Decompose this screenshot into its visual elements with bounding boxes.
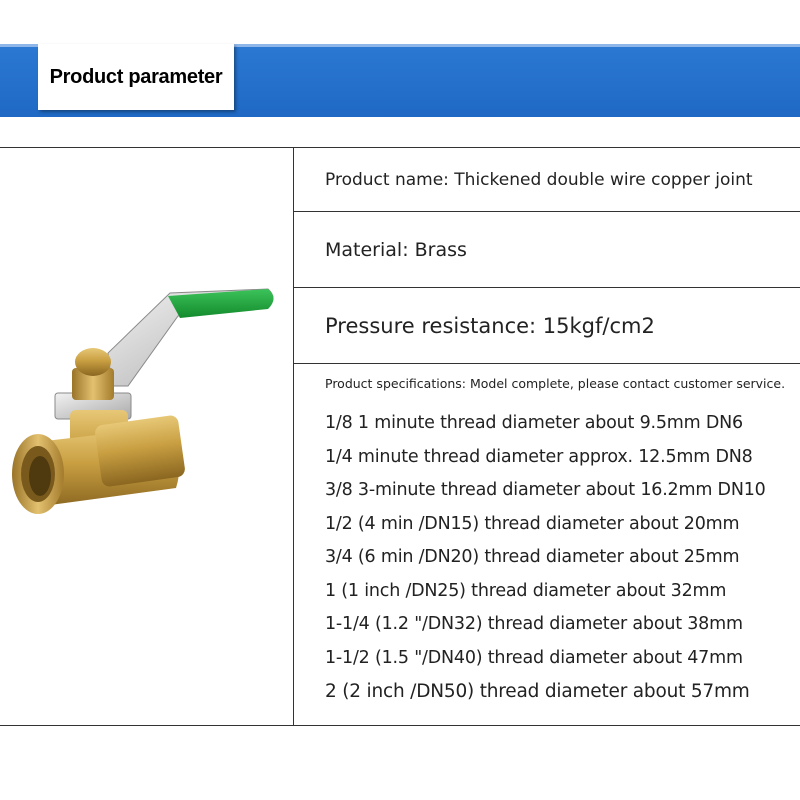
material: Material: Brass [325,238,467,261]
spec-item: 1/4 minute thread diameter approx. 12.5mm DN8 [325,446,753,467]
spec-item: 1-1/4 (1.2 "/DN32) thread diameter about 38mm [325,614,743,634]
ball-valve-image [0,148,293,725]
specifications [325,376,795,709]
spec-item: 1/8 1 minute thread diameter about 9.5mm DN6 [325,413,743,433]
material-row [294,212,800,288]
specs-heading: Product specifications: Model complete, please contact customer service. [325,376,786,391]
spec-item: 1/2 (4 min /DN15) thread diameter about 20mm [325,513,740,534]
product-name-row [294,148,800,212]
product-name: Product name: Thickened double wire copper joint [325,169,753,190]
section-title: Product parameter [38,44,234,110]
spec-item: 3/4 (6 min /DN20) thread diameter about 25mm [325,547,740,567]
pressure-resistance: Pressure resistance: 15kgf/cm2 [325,313,655,338]
spec-item: 1 (1 inch /DN25) thread diameter about 32mm [325,580,727,601]
product-image-cell [0,148,294,725]
spec-table [0,147,800,726]
pressure-row [294,288,800,364]
spec-item: 1-1/2 (1.5 "/DN40) thread diameter about 47mm [325,647,743,668]
spec-item: 2 (2 inch /DN50) thread diameter about 57mm [325,681,750,702]
spec-item: 3/8 3-minute thread diameter about 16.2mm DN10 [325,480,766,500]
